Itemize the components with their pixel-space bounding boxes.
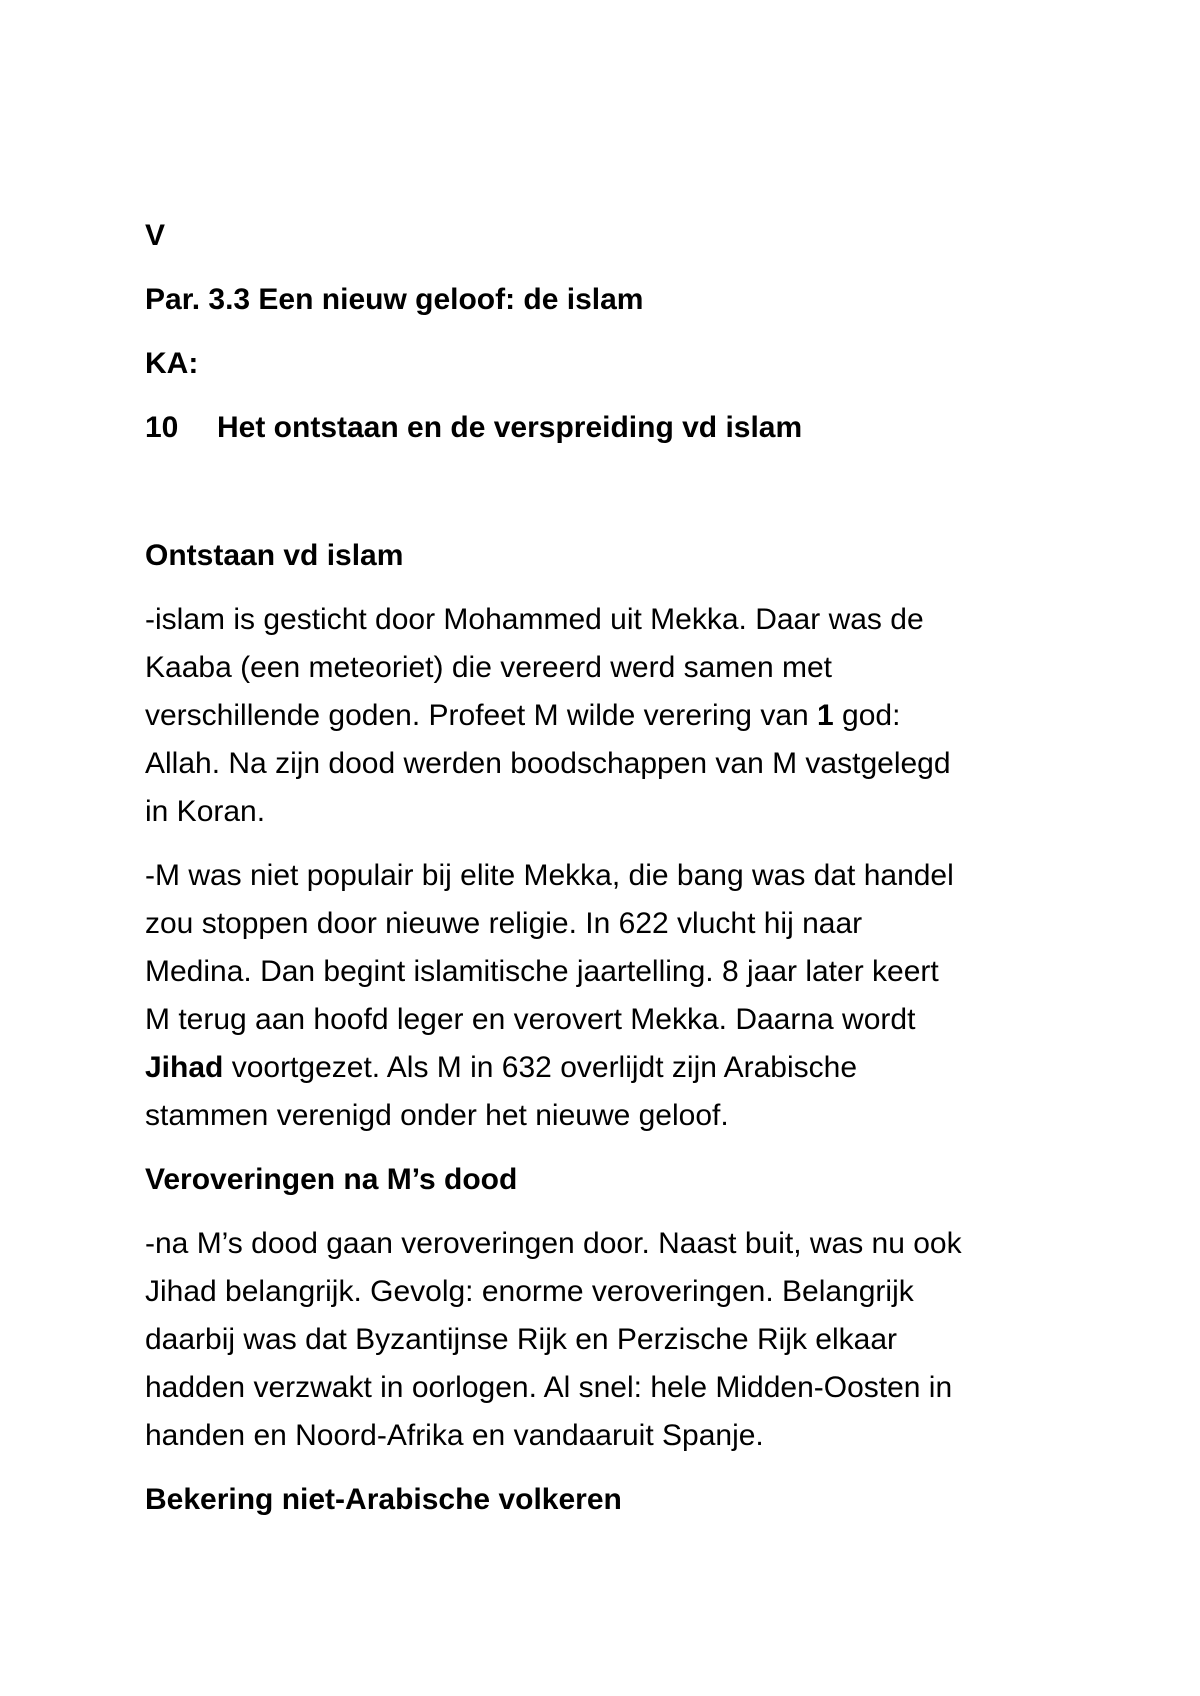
ka-title: Het ontstaan en de verspreiding vd islam bbox=[217, 411, 803, 444]
paragraph-ontstaan-1 bbox=[145, 596, 1085, 836]
text-line: -na M’s dood gaan veroveringen door. Naast buit, was nu ook bbox=[145, 1227, 962, 1260]
text-line bbox=[145, 1044, 1085, 1092]
emphasis-one: 1 bbox=[817, 699, 834, 732]
text-line bbox=[145, 692, 1085, 740]
text-span: verschillende goden. Profeet M wilde verering van bbox=[145, 699, 818, 732]
heading-bekering: Bekering niet-Arabische volkeren bbox=[145, 1483, 622, 1516]
text-line: handen en Noord-Afrika en vandaaruit Spanje. bbox=[145, 1419, 764, 1452]
text-line: stammen verenigd onder het nieuwe geloof. bbox=[145, 1099, 729, 1132]
text-span: voortgezet. Als M in 632 overlijdt zijn Arabische bbox=[223, 1051, 858, 1084]
text-line: in Koran. bbox=[145, 795, 266, 828]
document-page bbox=[145, 212, 1085, 1540]
heading-veroveringen: Veroveringen na M’s dood bbox=[145, 1163, 518, 1196]
text-line: Kaaba (een meteoriet) die vereerd werd samen met bbox=[145, 651, 833, 684]
paragraph-ontstaan-2 bbox=[145, 852, 1085, 1140]
text-line: daarbij was dat Byzantijnse Rijk en Perzische Rijk elkaar bbox=[145, 1323, 897, 1356]
text-line: Jihad belangrijk. Gevolg: enorme veroveringen. Belangrijk bbox=[145, 1275, 914, 1308]
section-letter: V bbox=[145, 219, 166, 252]
blank-line bbox=[145, 468, 1085, 532]
text-line: hadden verzwakt in oorlogen. Al snel: hele Midden-Oosten in bbox=[145, 1371, 953, 1404]
ka-item bbox=[145, 404, 1085, 452]
text-line: zou stoppen door nieuwe religie. In 622 vlucht hij naar bbox=[145, 907, 863, 940]
text-line: Allah. Na zijn dood werden boodschappen van M vastgelegd bbox=[145, 747, 951, 780]
heading-ontstaan: Ontstaan vd islam bbox=[145, 539, 404, 572]
text-line: -islam is gesticht door Mohammed uit Mekka. Daar was de bbox=[145, 603, 924, 636]
emphasis-jihad: Jihad bbox=[145, 1051, 224, 1084]
paragraph-veroveringen-1 bbox=[145, 1220, 1085, 1460]
text-line: M terug aan hoofd leger en verovert Mekka. Daarna wordt bbox=[145, 1003, 916, 1036]
ka-label: KA: bbox=[145, 347, 199, 380]
text-line: Medina. Dan begint islamitische jaartelling. 8 jaar later keert bbox=[145, 955, 939, 988]
text-line: -M was niet populair bij elite Mekka, die bang was dat handel bbox=[145, 859, 954, 892]
text-span: god: bbox=[833, 699, 901, 732]
paragraph-title: Par. 3.3 Een nieuw geloof: de islam bbox=[145, 283, 644, 316]
ka-number: 10 bbox=[145, 411, 179, 444]
